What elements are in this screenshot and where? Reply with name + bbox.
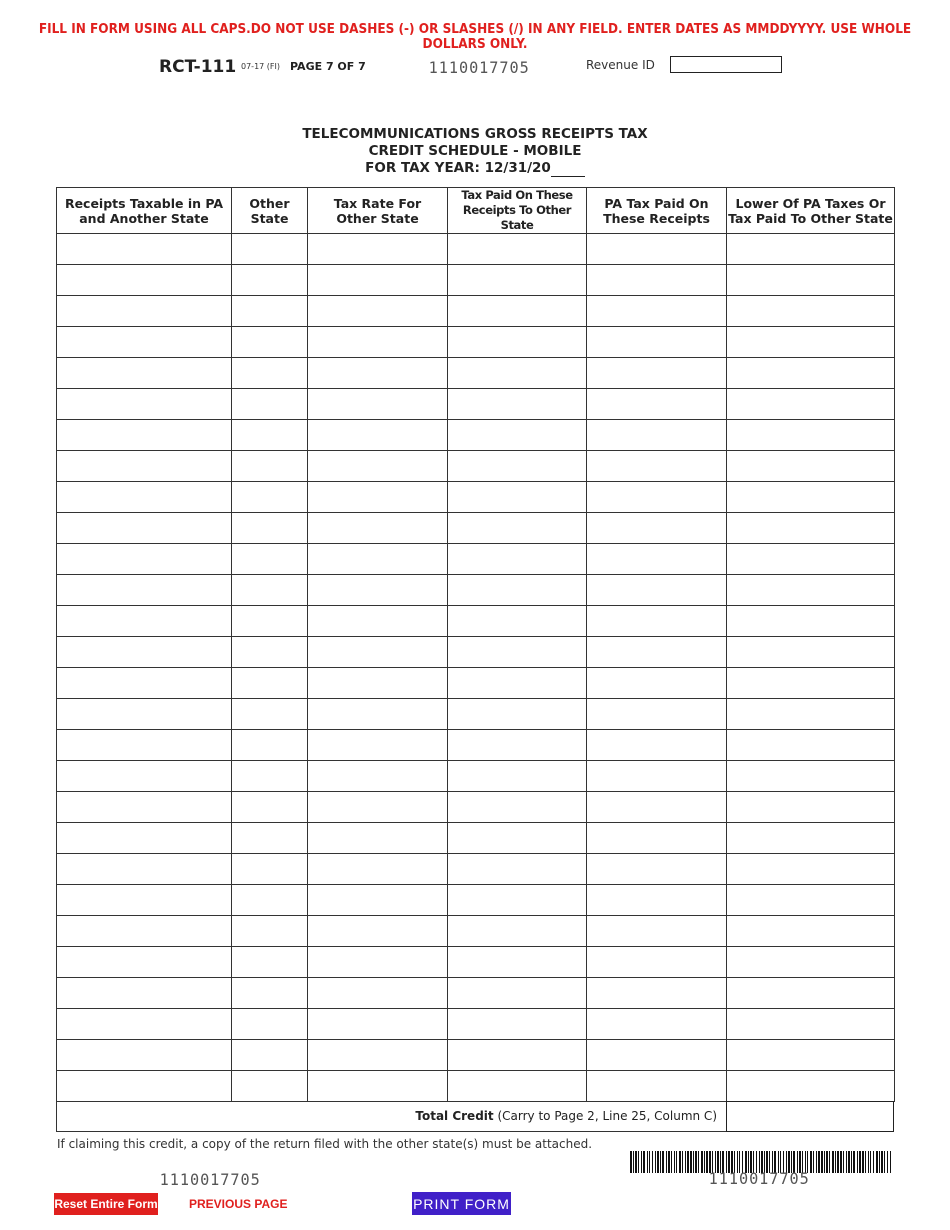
tax-paid-other-cell[interactable] bbox=[448, 792, 587, 823]
tax-year-label: FOR TAX YEAR: 12/31/20 bbox=[365, 160, 551, 176]
tax-rate-cell[interactable] bbox=[308, 1040, 448, 1071]
lower-tax-cell[interactable] bbox=[727, 358, 895, 389]
receipts-cell[interactable] bbox=[57, 947, 232, 978]
tax-paid-other-cell[interactable] bbox=[448, 265, 587, 296]
receipts-cell[interactable] bbox=[57, 1071, 232, 1102]
tax-paid-other-cell[interactable] bbox=[448, 823, 587, 854]
pa-tax-cell[interactable] bbox=[587, 513, 727, 544]
lower-tax-cell[interactable] bbox=[727, 606, 895, 637]
tax-paid-other-cell[interactable] bbox=[448, 296, 587, 327]
lower-tax-cell[interactable] bbox=[727, 885, 895, 916]
table-row bbox=[57, 823, 895, 854]
receipts-cell[interactable] bbox=[57, 978, 232, 1009]
tax-paid-other-cell[interactable] bbox=[448, 358, 587, 389]
pa-tax-cell[interactable] bbox=[587, 358, 727, 389]
lower-tax-cell[interactable] bbox=[727, 699, 895, 730]
table-row bbox=[57, 544, 895, 575]
tax-paid-other-cell[interactable] bbox=[448, 885, 587, 916]
footer-document-number: 1110017705 bbox=[159, 1170, 261, 1189]
pa-tax-cell[interactable] bbox=[587, 637, 727, 668]
tax-rate-cell[interactable] bbox=[308, 1009, 448, 1040]
tax-paid-other-cell[interactable] bbox=[448, 854, 587, 885]
other-state-cell[interactable] bbox=[232, 916, 308, 947]
tax-paid-other-cell[interactable] bbox=[448, 234, 587, 265]
lower-tax-cell[interactable] bbox=[727, 668, 895, 699]
tax-paid-other-cell[interactable] bbox=[448, 947, 587, 978]
total-credit-label: Total Credit (Carry to Page 2, Line 25, Column C) bbox=[415, 1109, 717, 1123]
other-state-cell[interactable] bbox=[232, 482, 308, 513]
pa-tax-cell[interactable] bbox=[587, 389, 727, 420]
tax-paid-other-cell[interactable] bbox=[448, 389, 587, 420]
tax-paid-other-cell[interactable] bbox=[448, 513, 587, 544]
pa-tax-cell[interactable] bbox=[587, 947, 727, 978]
pa-tax-cell[interactable] bbox=[587, 234, 727, 265]
other-state-cell[interactable] bbox=[232, 978, 308, 1009]
other-state-cell[interactable] bbox=[232, 575, 308, 606]
tax-rate-cell[interactable] bbox=[308, 234, 448, 265]
column-header-tax-rate: Tax Rate For Other State bbox=[308, 188, 448, 234]
pa-tax-cell[interactable] bbox=[587, 327, 727, 358]
other-state-cell[interactable] bbox=[232, 606, 308, 637]
tax-paid-other-cell[interactable] bbox=[448, 1071, 587, 1102]
table-row bbox=[57, 451, 895, 482]
tax-rate-cell[interactable] bbox=[308, 854, 448, 885]
pa-tax-cell[interactable] bbox=[587, 451, 727, 482]
pa-tax-cell[interactable] bbox=[587, 854, 727, 885]
table-row bbox=[57, 1071, 895, 1102]
tax-paid-other-cell[interactable] bbox=[448, 327, 587, 358]
lower-tax-cell[interactable] bbox=[727, 916, 895, 947]
receipts-cell[interactable] bbox=[57, 420, 232, 451]
receipts-cell[interactable] bbox=[57, 606, 232, 637]
tax-paid-other-cell[interactable] bbox=[448, 482, 587, 513]
lower-tax-cell[interactable] bbox=[727, 730, 895, 761]
receipts-cell[interactable] bbox=[57, 761, 232, 792]
tax-paid-other-cell[interactable] bbox=[448, 606, 587, 637]
other-state-cell[interactable] bbox=[232, 544, 308, 575]
pa-tax-cell[interactable] bbox=[587, 606, 727, 637]
total-credit-field[interactable] bbox=[726, 1101, 894, 1132]
table-row bbox=[57, 885, 895, 916]
tax-rate-cell[interactable] bbox=[308, 668, 448, 699]
receipts-cell[interactable] bbox=[57, 823, 232, 854]
tax-rate-cell[interactable] bbox=[308, 699, 448, 730]
table-body bbox=[57, 234, 895, 1102]
receipts-cell[interactable] bbox=[57, 916, 232, 947]
title-line-2: CREDIT SCHEDULE - MOBILE bbox=[368, 143, 582, 159]
receipts-cell[interactable] bbox=[57, 389, 232, 420]
other-state-cell[interactable] bbox=[232, 761, 308, 792]
other-state-cell[interactable] bbox=[232, 265, 308, 296]
pa-tax-cell[interactable] bbox=[587, 575, 727, 606]
receipts-cell[interactable] bbox=[57, 296, 232, 327]
receipts-cell[interactable] bbox=[57, 699, 232, 730]
tax-rate-cell[interactable] bbox=[308, 482, 448, 513]
table-header-row bbox=[57, 188, 895, 234]
revenue-id-label: Revenue ID bbox=[586, 58, 655, 72]
other-state-cell[interactable] bbox=[232, 234, 308, 265]
lower-tax-cell[interactable] bbox=[727, 451, 895, 482]
tax-rate-cell[interactable] bbox=[308, 761, 448, 792]
lower-tax-cell[interactable] bbox=[727, 575, 895, 606]
tax-rate-cell[interactable] bbox=[308, 327, 448, 358]
tax-paid-other-cell[interactable] bbox=[448, 761, 587, 792]
receipts-cell[interactable] bbox=[57, 234, 232, 265]
tax-paid-other-cell[interactable] bbox=[448, 451, 587, 482]
lower-tax-cell[interactable] bbox=[727, 1009, 895, 1040]
other-state-cell[interactable] bbox=[232, 389, 308, 420]
column-header-lower-of-taxes: Lower Of PA Taxes Or Tax Paid To Other State bbox=[727, 188, 895, 234]
other-state-cell[interactable] bbox=[232, 1009, 308, 1040]
table-row bbox=[57, 358, 895, 389]
receipts-cell[interactable] bbox=[57, 637, 232, 668]
attachment-note: If claiming this credit, a copy of the return filed with the other state(s) must be attached. bbox=[57, 1137, 593, 1151]
tax-rate-cell[interactable] bbox=[308, 265, 448, 296]
pa-tax-cell[interactable] bbox=[587, 699, 727, 730]
other-state-cell[interactable] bbox=[232, 358, 308, 389]
form-title bbox=[240, 126, 710, 177]
credit-schedule-table bbox=[56, 187, 895, 1102]
lower-tax-cell[interactable] bbox=[727, 513, 895, 544]
tax-year-field[interactable] bbox=[551, 162, 585, 177]
lower-tax-cell[interactable] bbox=[727, 389, 895, 420]
tax-rate-cell[interactable] bbox=[308, 1071, 448, 1102]
other-state-cell[interactable] bbox=[232, 1040, 308, 1071]
lower-tax-cell[interactable] bbox=[727, 823, 895, 854]
receipts-cell[interactable] bbox=[57, 265, 232, 296]
receipts-cell[interactable] bbox=[57, 668, 232, 699]
tax-rate-cell[interactable] bbox=[308, 637, 448, 668]
tax-paid-other-cell[interactable] bbox=[448, 544, 587, 575]
document-number: 1110017705 bbox=[428, 58, 530, 77]
tax-paid-other-cell[interactable] bbox=[448, 978, 587, 1009]
pa-tax-cell[interactable] bbox=[587, 823, 727, 854]
column-header-receipts-taxable: Receipts Taxable in PA and Another State bbox=[57, 188, 232, 234]
tax-paid-other-cell[interactable] bbox=[448, 1009, 587, 1040]
tax-rate-cell[interactable] bbox=[308, 606, 448, 637]
table-row bbox=[57, 234, 895, 265]
table-row bbox=[57, 327, 895, 358]
receipts-cell[interactable] bbox=[57, 1040, 232, 1071]
title-line-3 bbox=[240, 160, 710, 177]
receipts-cell[interactable] bbox=[57, 513, 232, 544]
table-row bbox=[57, 420, 895, 451]
pa-tax-cell[interactable] bbox=[587, 1009, 727, 1040]
tax-rate-cell[interactable] bbox=[308, 420, 448, 451]
reset-form-button[interactable]: Reset Entire Form bbox=[54, 1193, 158, 1215]
tax-paid-other-cell[interactable] bbox=[448, 637, 587, 668]
tax-rate-cell[interactable] bbox=[308, 451, 448, 482]
tax-rate-cell[interactable] bbox=[308, 575, 448, 606]
other-state-cell[interactable] bbox=[232, 699, 308, 730]
receipts-cell[interactable] bbox=[57, 1009, 232, 1040]
pa-tax-cell[interactable] bbox=[587, 544, 727, 575]
other-state-cell[interactable] bbox=[232, 730, 308, 761]
receipts-cell[interactable] bbox=[57, 885, 232, 916]
tax-paid-other-cell[interactable] bbox=[448, 699, 587, 730]
column-header-tax-paid-other-state: Tax Paid On These Receipts To Other State bbox=[448, 188, 587, 234]
other-state-cell[interactable] bbox=[232, 327, 308, 358]
table-row bbox=[57, 1009, 895, 1040]
pa-tax-cell[interactable] bbox=[587, 761, 727, 792]
tax-paid-other-cell[interactable] bbox=[448, 668, 587, 699]
other-state-cell[interactable] bbox=[232, 854, 308, 885]
other-state-cell[interactable] bbox=[232, 885, 308, 916]
table-row bbox=[57, 916, 895, 947]
tax-paid-other-cell[interactable] bbox=[448, 730, 587, 761]
total-credit-row bbox=[56, 1101, 894, 1132]
title-line-1: TELECOMMUNICATIONS GROSS RECEIPTS TAX bbox=[302, 126, 648, 142]
lower-tax-cell[interactable] bbox=[727, 637, 895, 668]
other-state-cell[interactable] bbox=[232, 823, 308, 854]
receipts-cell[interactable] bbox=[57, 358, 232, 389]
barcode-number: 1110017705 bbox=[708, 1169, 810, 1188]
table-row bbox=[57, 699, 895, 730]
pa-tax-cell[interactable] bbox=[587, 296, 727, 327]
other-state-cell[interactable] bbox=[232, 420, 308, 451]
lower-tax-cell[interactable] bbox=[727, 761, 895, 792]
pa-tax-cell[interactable] bbox=[587, 668, 727, 699]
pa-tax-cell[interactable] bbox=[587, 792, 727, 823]
pa-tax-cell[interactable] bbox=[587, 1040, 727, 1071]
lower-tax-cell[interactable] bbox=[727, 978, 895, 1009]
pa-tax-cell[interactable] bbox=[587, 482, 727, 513]
tax-rate-cell[interactable] bbox=[308, 544, 448, 575]
other-state-cell[interactable] bbox=[232, 296, 308, 327]
lower-tax-cell[interactable] bbox=[727, 1040, 895, 1071]
tax-rate-cell[interactable] bbox=[308, 792, 448, 823]
other-state-cell[interactable] bbox=[232, 792, 308, 823]
column-header-other-state: Other State bbox=[232, 188, 308, 234]
tax-rate-cell[interactable] bbox=[308, 513, 448, 544]
table-row bbox=[57, 389, 895, 420]
receipts-cell[interactable] bbox=[57, 451, 232, 482]
pa-tax-cell[interactable] bbox=[587, 1071, 727, 1102]
lower-tax-cell[interactable] bbox=[727, 792, 895, 823]
receipts-cell[interactable] bbox=[57, 730, 232, 761]
tax-paid-other-cell[interactable] bbox=[448, 420, 587, 451]
table-row bbox=[57, 482, 895, 513]
table-row bbox=[57, 792, 895, 823]
table-row bbox=[57, 637, 895, 668]
tax-paid-other-cell[interactable] bbox=[448, 1040, 587, 1071]
table-row bbox=[57, 730, 895, 761]
tax-rate-cell[interactable] bbox=[308, 947, 448, 978]
column-header-pa-tax-paid: PA Tax Paid On These Receipts bbox=[587, 188, 727, 234]
lower-tax-cell[interactable] bbox=[727, 234, 895, 265]
lower-tax-cell[interactable] bbox=[727, 544, 895, 575]
page-indicator: PAGE 7 OF 7 bbox=[290, 60, 366, 73]
pa-tax-cell[interactable] bbox=[587, 420, 727, 451]
pa-tax-cell[interactable] bbox=[587, 978, 727, 1009]
lower-tax-cell[interactable] bbox=[727, 947, 895, 978]
lower-tax-cell[interactable] bbox=[727, 420, 895, 451]
form-instructions: FILL IN FORM USING ALL CAPS.DO NOT USE DASHES (-) OR SLASHES (/) IN ANY FIELD. ENTER DATES AS MMDDYYYY. USE WHOLE DOLLARS ONLY. bbox=[38, 22, 912, 52]
revenue-id-field[interactable] bbox=[670, 56, 782, 73]
table-row bbox=[57, 668, 895, 699]
other-state-cell[interactable] bbox=[232, 947, 308, 978]
receipts-cell[interactable] bbox=[57, 327, 232, 358]
other-state-cell[interactable] bbox=[232, 668, 308, 699]
lower-tax-cell[interactable] bbox=[727, 327, 895, 358]
other-state-cell[interactable] bbox=[232, 637, 308, 668]
lower-tax-cell[interactable] bbox=[727, 296, 895, 327]
pa-tax-cell[interactable] bbox=[587, 916, 727, 947]
tax-rate-cell[interactable] bbox=[308, 358, 448, 389]
other-state-cell[interactable] bbox=[232, 1071, 308, 1102]
print-form-button[interactable]: PRINT FORM bbox=[412, 1192, 511, 1215]
lower-tax-cell[interactable] bbox=[727, 854, 895, 885]
pa-tax-cell[interactable] bbox=[587, 730, 727, 761]
form-revision: 07-17 (FI) bbox=[241, 62, 280, 71]
pa-tax-cell[interactable] bbox=[587, 885, 727, 916]
lower-tax-cell[interactable] bbox=[727, 1071, 895, 1102]
tax-rate-cell[interactable] bbox=[308, 296, 448, 327]
other-state-cell[interactable] bbox=[232, 513, 308, 544]
table-row bbox=[57, 265, 895, 296]
lower-tax-cell[interactable] bbox=[727, 482, 895, 513]
other-state-cell[interactable] bbox=[232, 451, 308, 482]
receipts-cell[interactable] bbox=[57, 482, 232, 513]
tax-paid-other-cell[interactable] bbox=[448, 916, 587, 947]
table-row bbox=[57, 296, 895, 327]
tax-rate-cell[interactable] bbox=[308, 823, 448, 854]
receipts-cell[interactable] bbox=[57, 792, 232, 823]
tax-rate-cell[interactable] bbox=[308, 730, 448, 761]
tax-rate-cell[interactable] bbox=[308, 978, 448, 1009]
form-id: RCT-111 bbox=[159, 57, 237, 77]
tax-rate-cell[interactable] bbox=[308, 389, 448, 420]
table-row bbox=[57, 1040, 895, 1071]
table-row bbox=[57, 978, 895, 1009]
table-row bbox=[57, 761, 895, 792]
table-row bbox=[57, 854, 895, 885]
tax-paid-other-cell[interactable] bbox=[448, 575, 587, 606]
table-row bbox=[57, 575, 895, 606]
receipts-cell[interactable] bbox=[57, 575, 232, 606]
lower-tax-cell[interactable] bbox=[727, 265, 895, 296]
table-row bbox=[57, 513, 895, 544]
table-row bbox=[57, 947, 895, 978]
tax-rate-cell[interactable] bbox=[308, 916, 448, 947]
previous-page-button[interactable]: PREVIOUS PAGE bbox=[189, 1197, 288, 1211]
receipts-cell[interactable] bbox=[57, 854, 232, 885]
table-row bbox=[57, 606, 895, 637]
receipts-cell[interactable] bbox=[57, 544, 232, 575]
pa-tax-cell[interactable] bbox=[587, 265, 727, 296]
tax-rate-cell[interactable] bbox=[308, 885, 448, 916]
